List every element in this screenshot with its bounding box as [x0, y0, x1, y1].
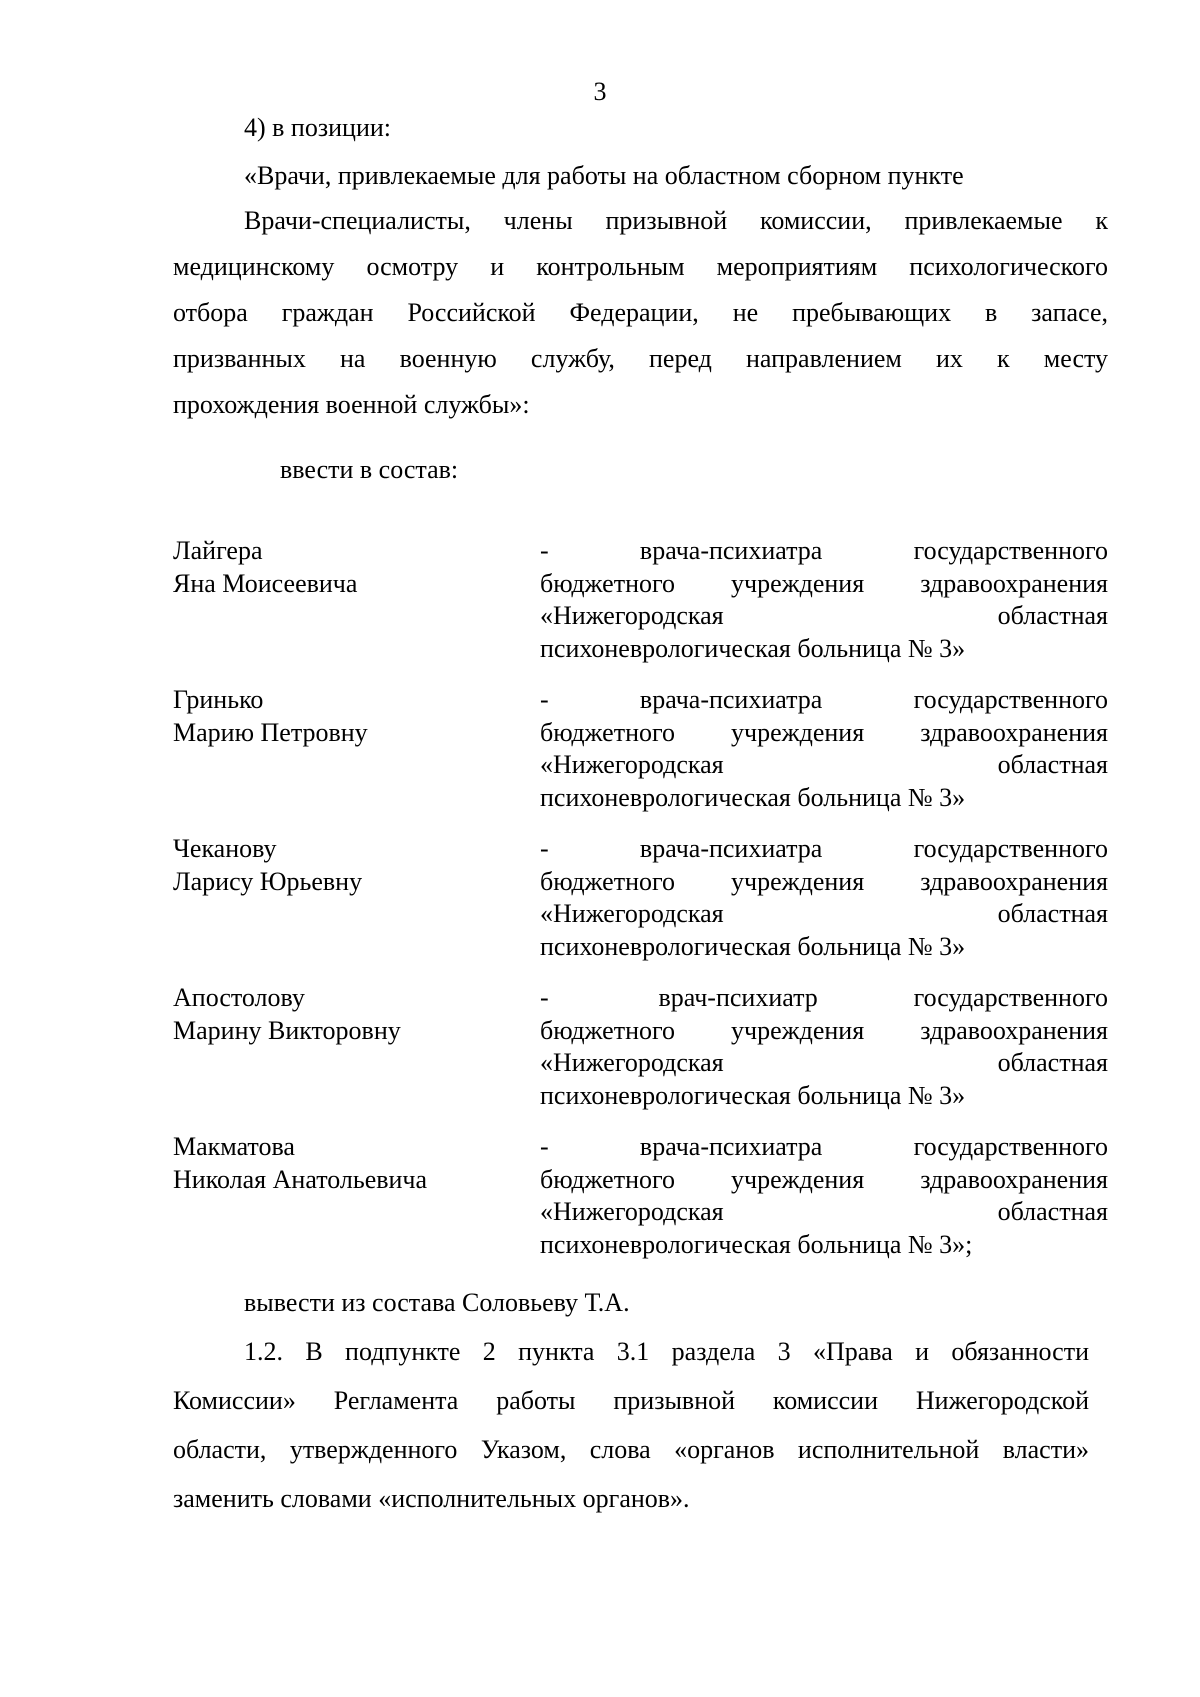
roster-list — [173, 535, 1108, 1280]
person-role — [540, 982, 1108, 1112]
role-line-4: психоневрологическая больница № 3»; — [540, 1229, 973, 1259]
para1-line-3: отбора граждан Российской Федерации, не пребывающих в запасе, — [173, 298, 1108, 327]
person-role — [540, 1131, 1108, 1261]
person-role — [540, 684, 1108, 814]
role-line-1: - врача-психиатра государственного — [540, 685, 1108, 714]
given-name: Николая Анатольевича — [173, 1164, 428, 1194]
person-name — [173, 684, 540, 814]
quote-title: «Врачи, привлекаемые для работы на областном сборном пункте — [244, 161, 964, 190]
add-label: ввести в состав: — [280, 455, 459, 484]
role-line-4: психоневрологическая больница № 3» — [540, 782, 966, 812]
role-line-1: - врача-психиатра государственного — [540, 536, 1108, 565]
para1-line-4: призванных на военную службу, перед направлением их к месту — [173, 344, 1108, 373]
roster-entry — [173, 684, 1108, 814]
para2-line-3: области, утвержденного Указом, слова «органов исполнительной власти» — [173, 1435, 1089, 1464]
surname: Лайгера — [173, 536, 263, 565]
role-line-1: - врача-психиатра государственного — [540, 1132, 1108, 1161]
role-line-4: психоневрологическая больница № 3» — [540, 633, 966, 663]
role-line-4: психоневрологическая больница № 3» — [540, 931, 966, 961]
page-number: 3 — [593, 77, 607, 106]
para1-line-2: медицинскому осмотру и контрольным мероприятиям психологического — [173, 252, 1108, 281]
para1-line-5: прохождения военной службы»: — [173, 390, 530, 419]
roster-entry — [173, 1131, 1108, 1261]
para2-line-4: заменить словами «исполнительных органов». — [173, 1484, 690, 1513]
surname: Чеканову — [173, 834, 277, 863]
role-line-3: «Нижегородская областная — [540, 1197, 1108, 1226]
para2-line-2: Комиссии» Регламента работы призывной комиссии Нижегородской — [173, 1386, 1089, 1415]
remove-text: вывести из состава Соловьеву Т.А. — [244, 1288, 630, 1317]
role-line-2: бюджетного учреждения здравоохранения — [540, 866, 1108, 896]
role-line-4: психоневрологическая больница № 3» — [540, 1080, 966, 1110]
role-line-2: бюджетного учреждения здравоохранения — [540, 717, 1108, 747]
para2-line-1: 1.2. В подпункте 2 пункта 3.1 раздела 3 «Права и обязанности — [244, 1337, 1089, 1366]
surname: Макматова — [173, 1132, 295, 1161]
roster-entry — [173, 833, 1108, 963]
given-name: Ларису Юрьевну — [173, 866, 363, 896]
para1-line-1: Врачи-специалисты, члены призывной комиссии, привлекаемые к — [244, 206, 1108, 235]
person-name — [173, 982, 540, 1112]
person-name — [173, 833, 540, 963]
role-line-3: «Нижегородская областная — [540, 750, 1108, 779]
person-role — [540, 535, 1108, 665]
role-line-3: «Нижегородская областная — [540, 601, 1108, 630]
role-line-1: - врач-психиатр государственного — [540, 983, 1108, 1012]
role-line-3: «Нижегородская областная — [540, 899, 1108, 928]
person-name — [173, 1131, 540, 1261]
person-name — [173, 535, 540, 665]
role-line-3: «Нижегородская областная — [540, 1048, 1108, 1077]
roster-entry — [173, 982, 1108, 1112]
role-line-2: бюджетного учреждения здравоохранения — [540, 568, 1108, 598]
given-name: Яна Моисеевича — [173, 568, 358, 598]
person-role — [540, 833, 1108, 963]
surname: Гринько — [173, 685, 264, 714]
surname: Апостолову — [173, 983, 305, 1012]
role-line-1: - врача-психиатра государственного — [540, 834, 1108, 863]
item-4-heading: 4) в позиции: — [244, 113, 391, 142]
given-name: Марию Петровну — [173, 717, 368, 747]
role-line-2: бюджетного учреждения здравоохранения — [540, 1015, 1108, 1045]
given-name: Марину Викторовну — [173, 1015, 401, 1045]
roster-entry — [173, 535, 1108, 665]
role-line-2: бюджетного учреждения здравоохранения — [540, 1164, 1108, 1194]
